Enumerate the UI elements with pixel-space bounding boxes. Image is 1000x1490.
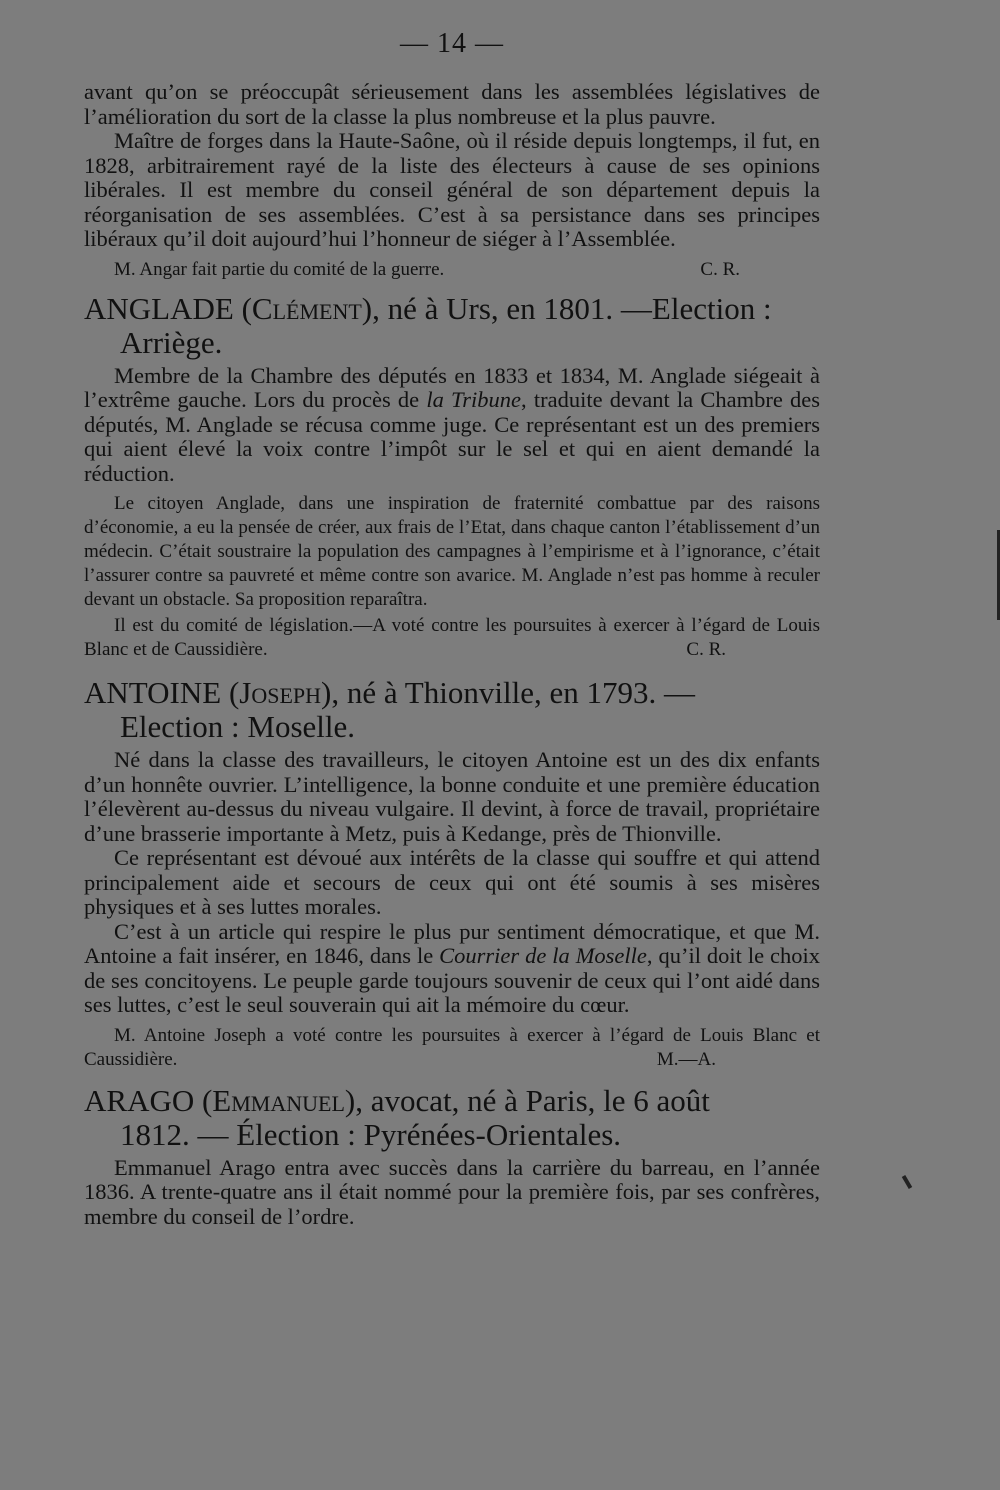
entry-arago: [84, 1084, 820, 1230]
entry-heading-continuation: 1812. — Élection : Pyrénées-Orientales.: [120, 1116, 622, 1152]
author-initials: C. R.: [700, 258, 740, 280]
text-run: C’est à un article qui respire le plus pur sentiment démocratique, et que M. Antoine a fait insérer, en 1846, dans le: [84, 918, 820, 968]
page-number: — 14 —: [400, 28, 504, 59]
entry-first-name: (Emmanuel): [201, 1082, 356, 1118]
entry-heading-continuation: Election : Moselle.: [120, 709, 356, 744]
paragraph: Ce représentant est dévoué aux intérêts de la classe qui souffre et qui attend principalement aide et secours de ceux qui ont été soumis à ses misères physiques et à ses luttes morales.: [84, 845, 820, 919]
entry-angar-continued: [84, 80, 820, 282]
entry-heading: [84, 1084, 820, 1152]
entry-details: , né à Urs, en 1801. —Election :: [372, 290, 772, 326]
entry-heading: [84, 676, 820, 744]
text-run: , traduite devant la Chambre des députés, M. Anglade se récusa comme juge. Ce représentant est un des premiers qui aient élevé la voix contre l’impôt sur le sel et qui en aient demandé la réduction.: [84, 387, 820, 486]
paragraph: [84, 364, 820, 487]
paragraph-small: Le citoyen Anglade, dans une inspiration de fraternité combattue par des raisons d’économie, a eu la pensée de créer, aux frais de l’Etat, dans chaque canton l’établissement d’un médecin. C’était soustraire la population des campagnes à l’empirisme et à l’ignorance, c’était l’assurer contre sa pauvreté et même contre son avarice. M. Anglade n’est pas homme à reculer devant un obstacle. Sa proposition reparaîtra.: [84, 493, 820, 610]
entry-first-name: (Clément): [241, 290, 373, 326]
entry-details: , avocat, né à Paris, le 6 août: [355, 1082, 710, 1118]
entry-name: ARAGO: [84, 1082, 195, 1118]
paragraph: Emmanuel Arago entra avec succès dans la carrière du barreau, en l’année 1836. A trente-quatre ans il était nommé pour la première fois, par ses confrères, membre du conseil de l’ordre.: [84, 1154, 820, 1229]
entry-first-name: (Joseph): [228, 675, 332, 710]
scan-speck: [902, 1175, 912, 1189]
entry-heading-continuation: Arriège.: [120, 324, 223, 360]
entry-antoine: [84, 676, 820, 1072]
paragraph: avant qu’on se préoccupât sérieusement dans les assemblées législatives de l’amélioration du sort de la classe la plus nombreuse et la plus pauvre.: [84, 79, 820, 129]
note-text: M. Angar fait partie du comité de la guerre.: [114, 258, 445, 280]
vote-note: [84, 614, 820, 662]
entry-name: ANTOINE: [84, 675, 222, 710]
paragraph: Né dans la classe des travailleurs, le citoyen Antoine est un des dix enfants d’un honnête ouvrier. L’intelligence, la bonne conduite et une première éducation l’élevèrent au-dessus du niveau vulgaire. Il devint, à force de travail, propriétaire d’une brasserie importante à Metz, puis à Kedange, près de Thionville.: [84, 747, 820, 846]
vote-text: Il est du comité de législation.—A voté contre les poursuites à exercer à l’égard de Louis Blanc et de Caussidière.: [84, 615, 820, 660]
author-initials: C. R.: [686, 639, 726, 660]
vote-text: M. Antoine Joseph a voté contre les poursuites à exercer à l’égard de Louis Blanc et Caussidière.: [84, 1024, 820, 1070]
newspaper-title: Courrier de la Moselle: [439, 943, 647, 968]
text-run: Membre de la Chambre des députés en 1833 et 1834, M. Anglade siégeait à l’extrême gauche. Lors du procès de: [84, 362, 820, 412]
paragraph: [84, 920, 820, 1018]
newspaper-title: la Tribune: [426, 387, 522, 412]
author-initials: M.—A.: [656, 1048, 716, 1070]
entry-heading: [84, 292, 820, 360]
entry-name: ANGLADE: [84, 290, 234, 326]
vote-note: [84, 1024, 820, 1072]
entry-anglade: [84, 292, 820, 663]
text-run: , qu’il doit le choix de ses concitoyens. Le peuple garde toujours souvenir de ceux qui l’ont aidé dans ses luttes, c’est le seul souverain qui ait la mémoire du cœur.: [84, 943, 820, 1017]
entry-details: , né à Thionville, en 1793. —: [331, 675, 695, 710]
note-line: [84, 258, 820, 282]
paragraph: Maître de forges dans la Haute-Saône, où il réside depuis longtemps, il fut, en 1828, arbitrairement rayé de la liste des électeurs à cause de ses opinions libérales. Il est membre du conseil général de son département depuis la réorganisation de ses assemblées. C’est à sa persistance dans ses principes libéraux qu’il doit aujourd’hui l’honneur de siéger à l’Assemblée.: [84, 128, 820, 251]
